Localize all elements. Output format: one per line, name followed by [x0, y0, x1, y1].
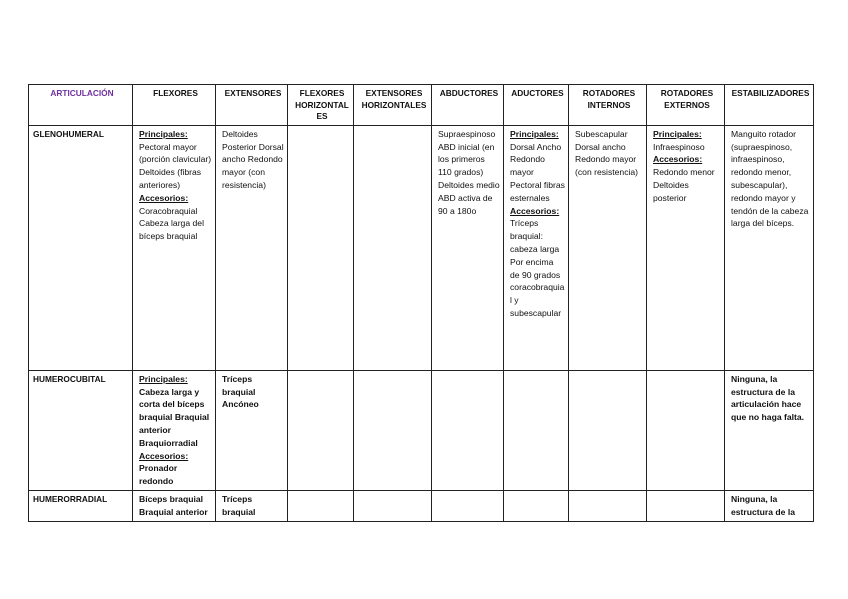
aductores-cell: [504, 125, 569, 370]
principales-label: Principales:: [653, 128, 702, 139]
joint-cell: HUMEROCUBITAL: [29, 370, 133, 490]
principales-label: Principales:: [510, 128, 559, 139]
flexores-cell: [133, 370, 216, 490]
rotadores-internos-cell: [569, 370, 647, 490]
accesorios-label: Accesorios:: [653, 154, 703, 165]
header-rotadores-internos: ROTADORES INTERNOS: [569, 85, 647, 126]
accesorios-text: Pronador redondo: [139, 463, 178, 487]
accesorios-label: Accesorios:: [139, 450, 189, 461]
header-aductores: ADUCTORES: [504, 85, 569, 126]
header-estabilizadores: ESTABILIZADORES: [725, 85, 814, 126]
extensores-horizontales-cell: [354, 370, 432, 490]
aductores-cell: [504, 490, 569, 521]
accesorios-label: Accesorios:: [139, 192, 189, 203]
extensores-horizontales-cell: [354, 125, 432, 370]
accesorios-label: Accesorios:: [510, 205, 560, 216]
extensores-cell: Tríceps braquial Ancóneo: [216, 370, 288, 490]
abductores-cell: Supraespinoso ABD inicial (en los primeros 110 grados) Deltoides medio ABD activa de 90 a 180o: [432, 125, 504, 370]
rotadores-internos-cell: [569, 490, 647, 521]
rotadores-externos-cell: [647, 490, 725, 521]
estabilizadores-cell: Ninguna, la estructura de la: [725, 490, 814, 521]
aductores-cell: [504, 370, 569, 490]
joint-cell: HUMERORRADIAL: [29, 490, 133, 521]
flexores-horizontales-cell: [288, 125, 354, 370]
flexores-horizontales-cell: [288, 370, 354, 490]
header-flexores: FLEXORES: [133, 85, 216, 126]
extensores-cell: Deltoides Posterior Dorsal ancho Redondo mayor (con resistencia): [216, 125, 288, 370]
flexores-horizontales-cell: [288, 490, 354, 521]
abductores-cell: [432, 490, 504, 521]
table-header-row: [29, 85, 814, 126]
principales-text: Infraespinoso: [653, 141, 705, 152]
table-row: [29, 125, 814, 370]
header-articulacion: ARTICULACIÓN: [29, 85, 133, 126]
principales-label: Principales:: [139, 373, 188, 384]
header-extensores: EXTENSORES: [216, 85, 288, 126]
estabilizadores-cell: Manguito rotador (supraespinoso, infraespinoso, redondo menor, subescapular), redondo mayor y tendón de la cabeza larga del bíceps.: [725, 125, 814, 370]
principales-label: Principales:: [139, 128, 188, 139]
document-page: [28, 84, 814, 522]
principales-text: Cabeza larga y corta del bíceps braquial Braquial anterior Braquiorradial: [139, 386, 210, 448]
rotadores-externos-cell: [647, 370, 725, 490]
muscles-table: [28, 84, 814, 522]
table-row: [29, 370, 814, 490]
accesorios-text: Coracobraquial Cabeza larga del bíceps braquial: [139, 205, 204, 242]
rotadores-externos-cell: [647, 125, 725, 370]
flexores-cell: Bíceps braquial Braquial anterior: [133, 490, 216, 521]
header-extensores-horizontales: EXTENSORES HORIZONTALES: [354, 85, 432, 126]
rotadores-internos-cell: Subescapular Dorsal ancho Redondo mayor (con resistencia): [569, 125, 647, 370]
extensores-horizontales-cell: [354, 490, 432, 521]
table-row: [29, 490, 814, 521]
header-flexores-horizontales: FLEXORES HORIZONTALES: [288, 85, 354, 126]
principales-text: Pectoral mayor (porción clavicular) Deltoides (fibras anteriores): [139, 141, 212, 190]
joint-cell: GLENOHUMERAL: [29, 125, 133, 370]
accesorios-text: Redondo menor Deltoides posterior: [653, 167, 715, 203]
extensores-cell: Tríceps braquial: [216, 490, 288, 521]
estabilizadores-cell: Ninguna, la estructura de la articulación hace que no haga falta.: [725, 370, 814, 490]
principales-text: Dorsal Ancho Redondo mayor Pectoral fibras esternales: [510, 141, 565, 203]
header-rotadores-externos: ROTADORES EXTERNOS: [647, 85, 725, 126]
flexores-cell: [133, 125, 216, 370]
abductores-cell: [432, 370, 504, 490]
accesorios-text: Tríceps braquial: cabeza larga Por encima de 90 grados coracobraquial y subescapular: [510, 218, 565, 318]
header-abductores: ABDUCTORES: [432, 85, 504, 126]
